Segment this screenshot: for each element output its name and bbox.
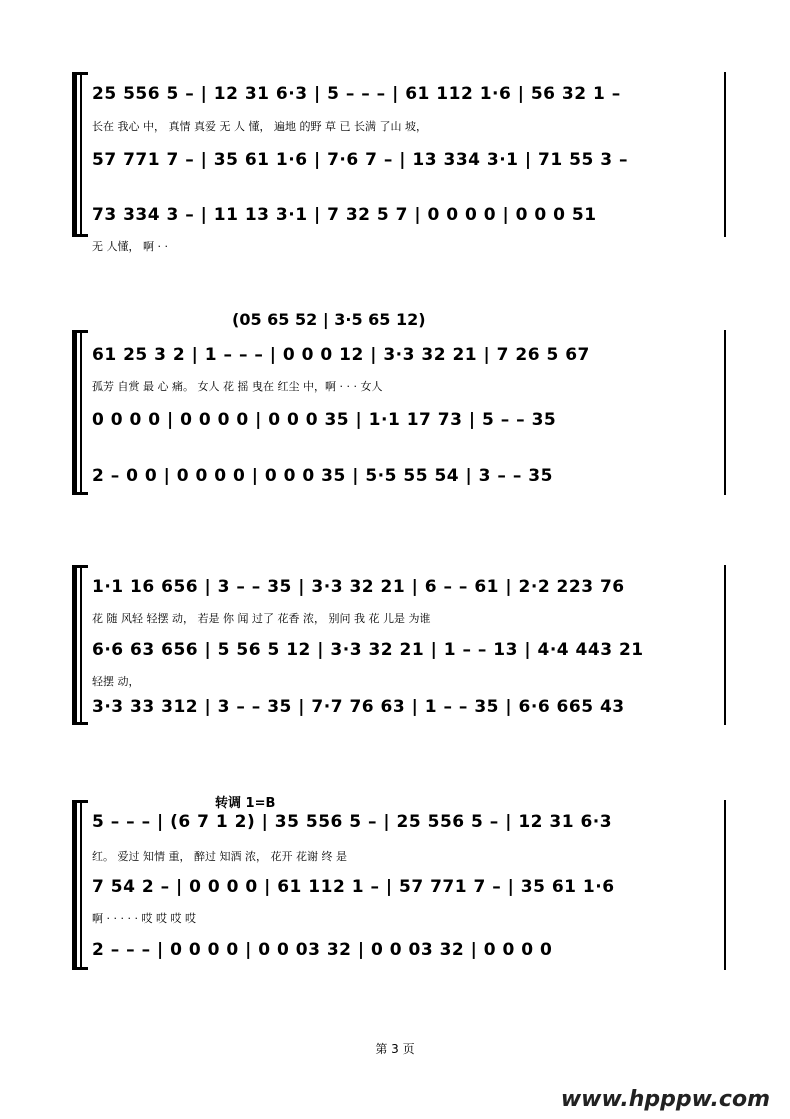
staff-row: 5 – – – | (6 7 1 2) | 35 556 5 – | 25 556 5 – | 12 31 6·3 — [92, 812, 613, 832]
lyric-line: 长在 我心 中， 真情 真爱 无 人 懂， 遍地 的野 草 已 长满 了山 坡， — [92, 120, 427, 133]
system-end-bar — [724, 800, 726, 970]
staff-row: 73 334 3 – | 11 13 3·1 | 7 32 5 7 | 0 0 0 0 | 0 0 0 51 — [92, 205, 597, 225]
watermark-logo: www.hpppw.com — [560, 1087, 770, 1112]
lyric-line: 红。 爱过 知情 重， 醉过 知酒 浓， 花开 花谢 终 是 — [92, 850, 347, 863]
brace-bottom-hook — [72, 492, 88, 495]
lyric-line: 花 随 风轻 轻摆 动， 若是 你 闻 过了 花香 浓， 别问 我 花 儿是 为谁 — [92, 612, 431, 625]
system-brace — [72, 330, 77, 495]
staff-row: 0 0 0 0 | 0 0 0 0 | 0 0 0 35 | 1·1 17 73 | 5 – – 35 — [92, 410, 557, 430]
staff-row: 25 556 5 – | 12 31 6·3 | 5 – – – | 61 112 1·6 | 56 32 1 – — [92, 84, 621, 104]
system-brace — [72, 800, 77, 970]
staff-row: 7 54 2 – | 0 0 0 0 | 61 112 1 – | 57 771 7 – | 35 61 1·6 — [92, 877, 615, 897]
brace-bottom-hook — [72, 234, 88, 237]
brace-top-hook — [72, 72, 88, 75]
brace-bottom-hook — [72, 967, 88, 970]
lyric-line: 啊 · · · · · 哎 哎 哎 哎 — [92, 912, 196, 925]
page-number: 第 3 页 — [375, 1042, 415, 1056]
brace-top-hook — [72, 565, 88, 568]
system-brace-inner — [80, 800, 82, 970]
system-end-bar — [724, 72, 726, 237]
system-end-bar — [724, 565, 726, 725]
staff-row: 2 – – – | 0 0 0 0 | 0 0 03 32 | 0 0 03 32 | 0 0 0 0 — [92, 940, 553, 960]
system-brace-inner — [80, 72, 82, 237]
system-brace — [72, 72, 77, 237]
lyric-line: 无 人懂， 啊 · · — [92, 240, 168, 253]
system-brace — [72, 565, 77, 725]
staff-row: 61 25 3 2 | 1 – – – | 0 0 0 12 | 3·3 32 21 | 7 26 5 67 — [92, 345, 590, 365]
staff-row: 2 – 0 0 | 0 0 0 0 | 0 0 0 35 | 5·5 55 54 | 3 – – 35 — [92, 466, 553, 486]
staff-row: 57 771 7 – | 35 61 1·6 | 7·6 7 – | 13 334 3·1 | 71 55 3 – — [92, 150, 628, 170]
intro-phrase: (05 65 52 | 3·5 65 12) — [232, 310, 426, 329]
key-change-label: 转调 1=B — [215, 796, 276, 811]
brace-bottom-hook — [72, 722, 88, 725]
brace-top-hook — [72, 330, 88, 333]
brace-top-hook — [72, 800, 88, 803]
lyric-line: 轻摆 动， — [92, 675, 140, 688]
system-brace-inner — [80, 330, 82, 495]
staff-row: 3·3 33 312 | 3 – – 35 | 7·7 76 63 | 1 – – 35 | 6·6 665 43 — [92, 697, 625, 717]
staff-row: 6·6 63 656 | 5 56 5 12 | 3·3 32 21 | 1 – – 13 | 4·4 443 21 — [92, 640, 644, 660]
lyric-line: 孤芳 自赏 最 心 痛。 女人 花 摇 曳在 红尘 中，啊 · · · 女人 — [92, 380, 383, 393]
staff-row: 1·1 16 656 | 3 – – 35 | 3·3 32 21 | 6 – – 61 | 2·2 223 76 — [92, 577, 625, 597]
system-end-bar — [724, 330, 726, 495]
system-brace-inner — [80, 565, 82, 725]
